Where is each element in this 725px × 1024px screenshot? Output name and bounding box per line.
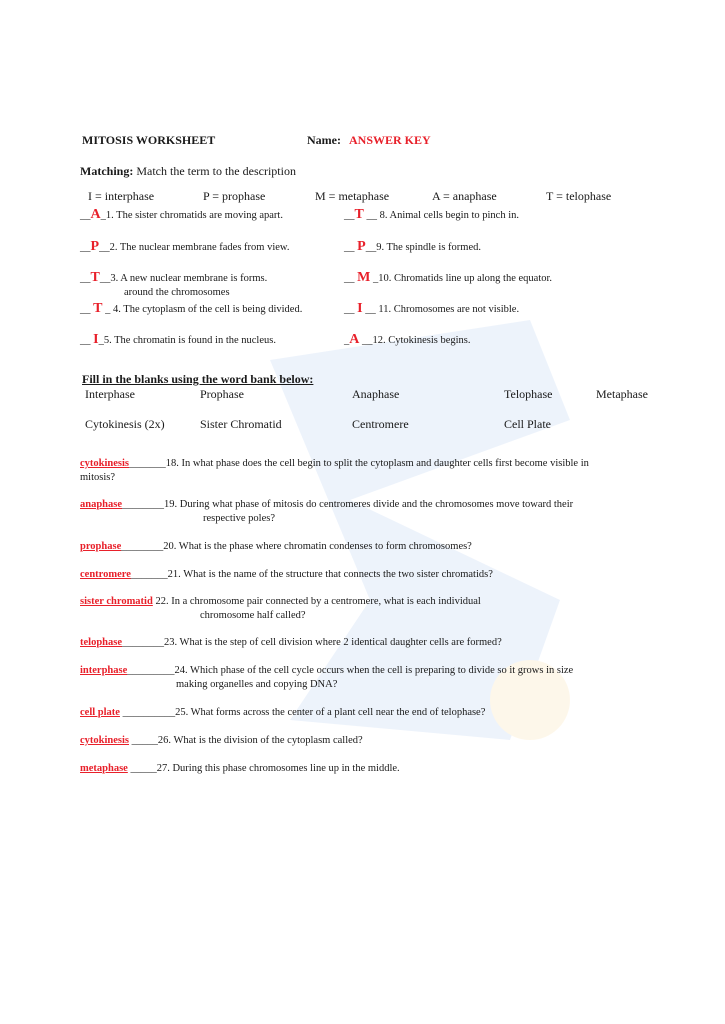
matching-answer-3: T [90,270,100,285]
matching-answer-12: A [349,332,360,347]
answer-20: prophase [80,541,122,552]
matching-item-5: __ I_5. The chromatin is found in the nucleus. [80,332,276,347]
word-bank-metaphase: Metaphase [596,387,648,401]
answer-27: metaphase [80,763,128,774]
question-22: sister chromatid 22. In a chromosome pair connected by a centromere, what is each individual [80,596,481,607]
worksheet-title: MITOSIS WORKSHEET [82,133,216,147]
matching-instruction: Match the term to the description [136,164,296,178]
matching-answer-8: T [354,207,364,222]
word-bank-centromere: Centromere [352,417,409,431]
matching-item-12: _A __12. Cytokinesis begins. [344,332,471,347]
answer-23: telophase [80,637,122,648]
answer-19: anaphase [80,499,123,510]
question-26: cytokinesis _____26. What is the division of the cytoplasm called? [80,735,363,746]
matching-answer-1: A [90,207,101,222]
answer-18: cytokinesis [80,458,130,469]
matching-item-10: __ M _10. Chromatids line up along the equator. [344,270,553,285]
answer-22: sister chromatid [80,596,153,607]
matching-item-3: __T__3. A new nuclear membrane is forms. [80,270,268,285]
matching-item-9: __ P__9. The spindle is formed. [344,239,481,254]
legend-prophase: P = prophase [203,189,266,203]
matching-answer-5: I [93,332,99,347]
word-bank-cytokinesis: Cytokinesis (2x) [85,417,165,431]
question-24-continued: making organelles and copying DNA? [176,679,338,690]
matching-answer-10: M [357,270,371,285]
matching-answer-2: P [90,239,100,254]
fill-heading: Fill in the blanks using the word bank below: [82,372,314,386]
name-label: Name: [307,133,341,147]
matching-item-3-continued: around the chromosomes [124,287,230,298]
matching-answer-9: P [357,239,366,254]
word-bank-cell-plate: Cell Plate [504,417,551,431]
word-bank-anaphase: Anaphase [352,387,400,401]
legend-metaphase: M = metaphase [315,189,390,203]
matching-item-8: __T __ 8. Animal cells begin to pinch in. [344,207,519,222]
word-bank-telophase: Telophase [504,387,553,401]
matching-item-4: __ T _ 4. The cytoplasm of the cell is being divided. [80,301,303,316]
matching-answer-11: I [357,301,363,316]
name-value: ANSWER KEY [349,133,431,147]
word-bank-sister-chromatid: Sister Chromatid [200,417,282,431]
word-bank-interphase: Interphase [85,387,135,401]
question-18-continued: mitosis? [80,472,116,483]
answer-25: cell plate [80,707,120,718]
question-23: telophase________23. What is the step of cell division where 2 identical daughter cells are formed? [80,637,502,648]
legend-anaphase: A = anaphase [432,189,497,203]
matching-answer-4: T [93,301,103,316]
matching-heading [80,164,296,179]
question-27: metaphase _____27. During this phase chromosomes line up in the middle. [80,763,400,774]
word-bank-prophase: Prophase [200,387,244,401]
matching-label: Matching: [80,164,134,178]
question-18: cytokinesis_______18. In what phase does the cell begin to split the cytoplasm and daughter cells first become visible in [80,458,589,469]
legend-telophase: T = telophase [546,189,612,203]
answer-21: centromere [80,569,131,580]
answer-26: cytokinesis [80,735,130,746]
question-20: prophase________20. What is the phase where chromatin condenses to form chromosomes? [80,541,472,552]
matching-item-11: __ I __ 11. Chromosomes are not visible. [344,301,520,316]
question-24: interphase_________24. Which phase of the cell cycle occurs when the cell is preparing to divide so it grows in size [80,665,574,676]
answer-24: interphase [80,665,128,676]
matching-item-1: __A_1. The sister chromatids are moving apart. [80,207,283,222]
question-22-continued: chromosome half called? [200,610,306,621]
question-21: centromere_______21. What is the name of the structure that connects the two sister chromatids? [80,569,493,580]
question-19: anaphase________19. During what phase of mitosis do centromeres divide and the chromosomes move toward their [80,499,574,510]
matching-item-2: __P__2. The nuclear membrane fades from view. [80,239,290,254]
question-19-continued: respective poles? [203,513,276,524]
question-25: cell plate __________25. What forms across the center of a plant cell near the end of telophase? [80,707,486,718]
legend-interphase: I = interphase [88,189,155,203]
